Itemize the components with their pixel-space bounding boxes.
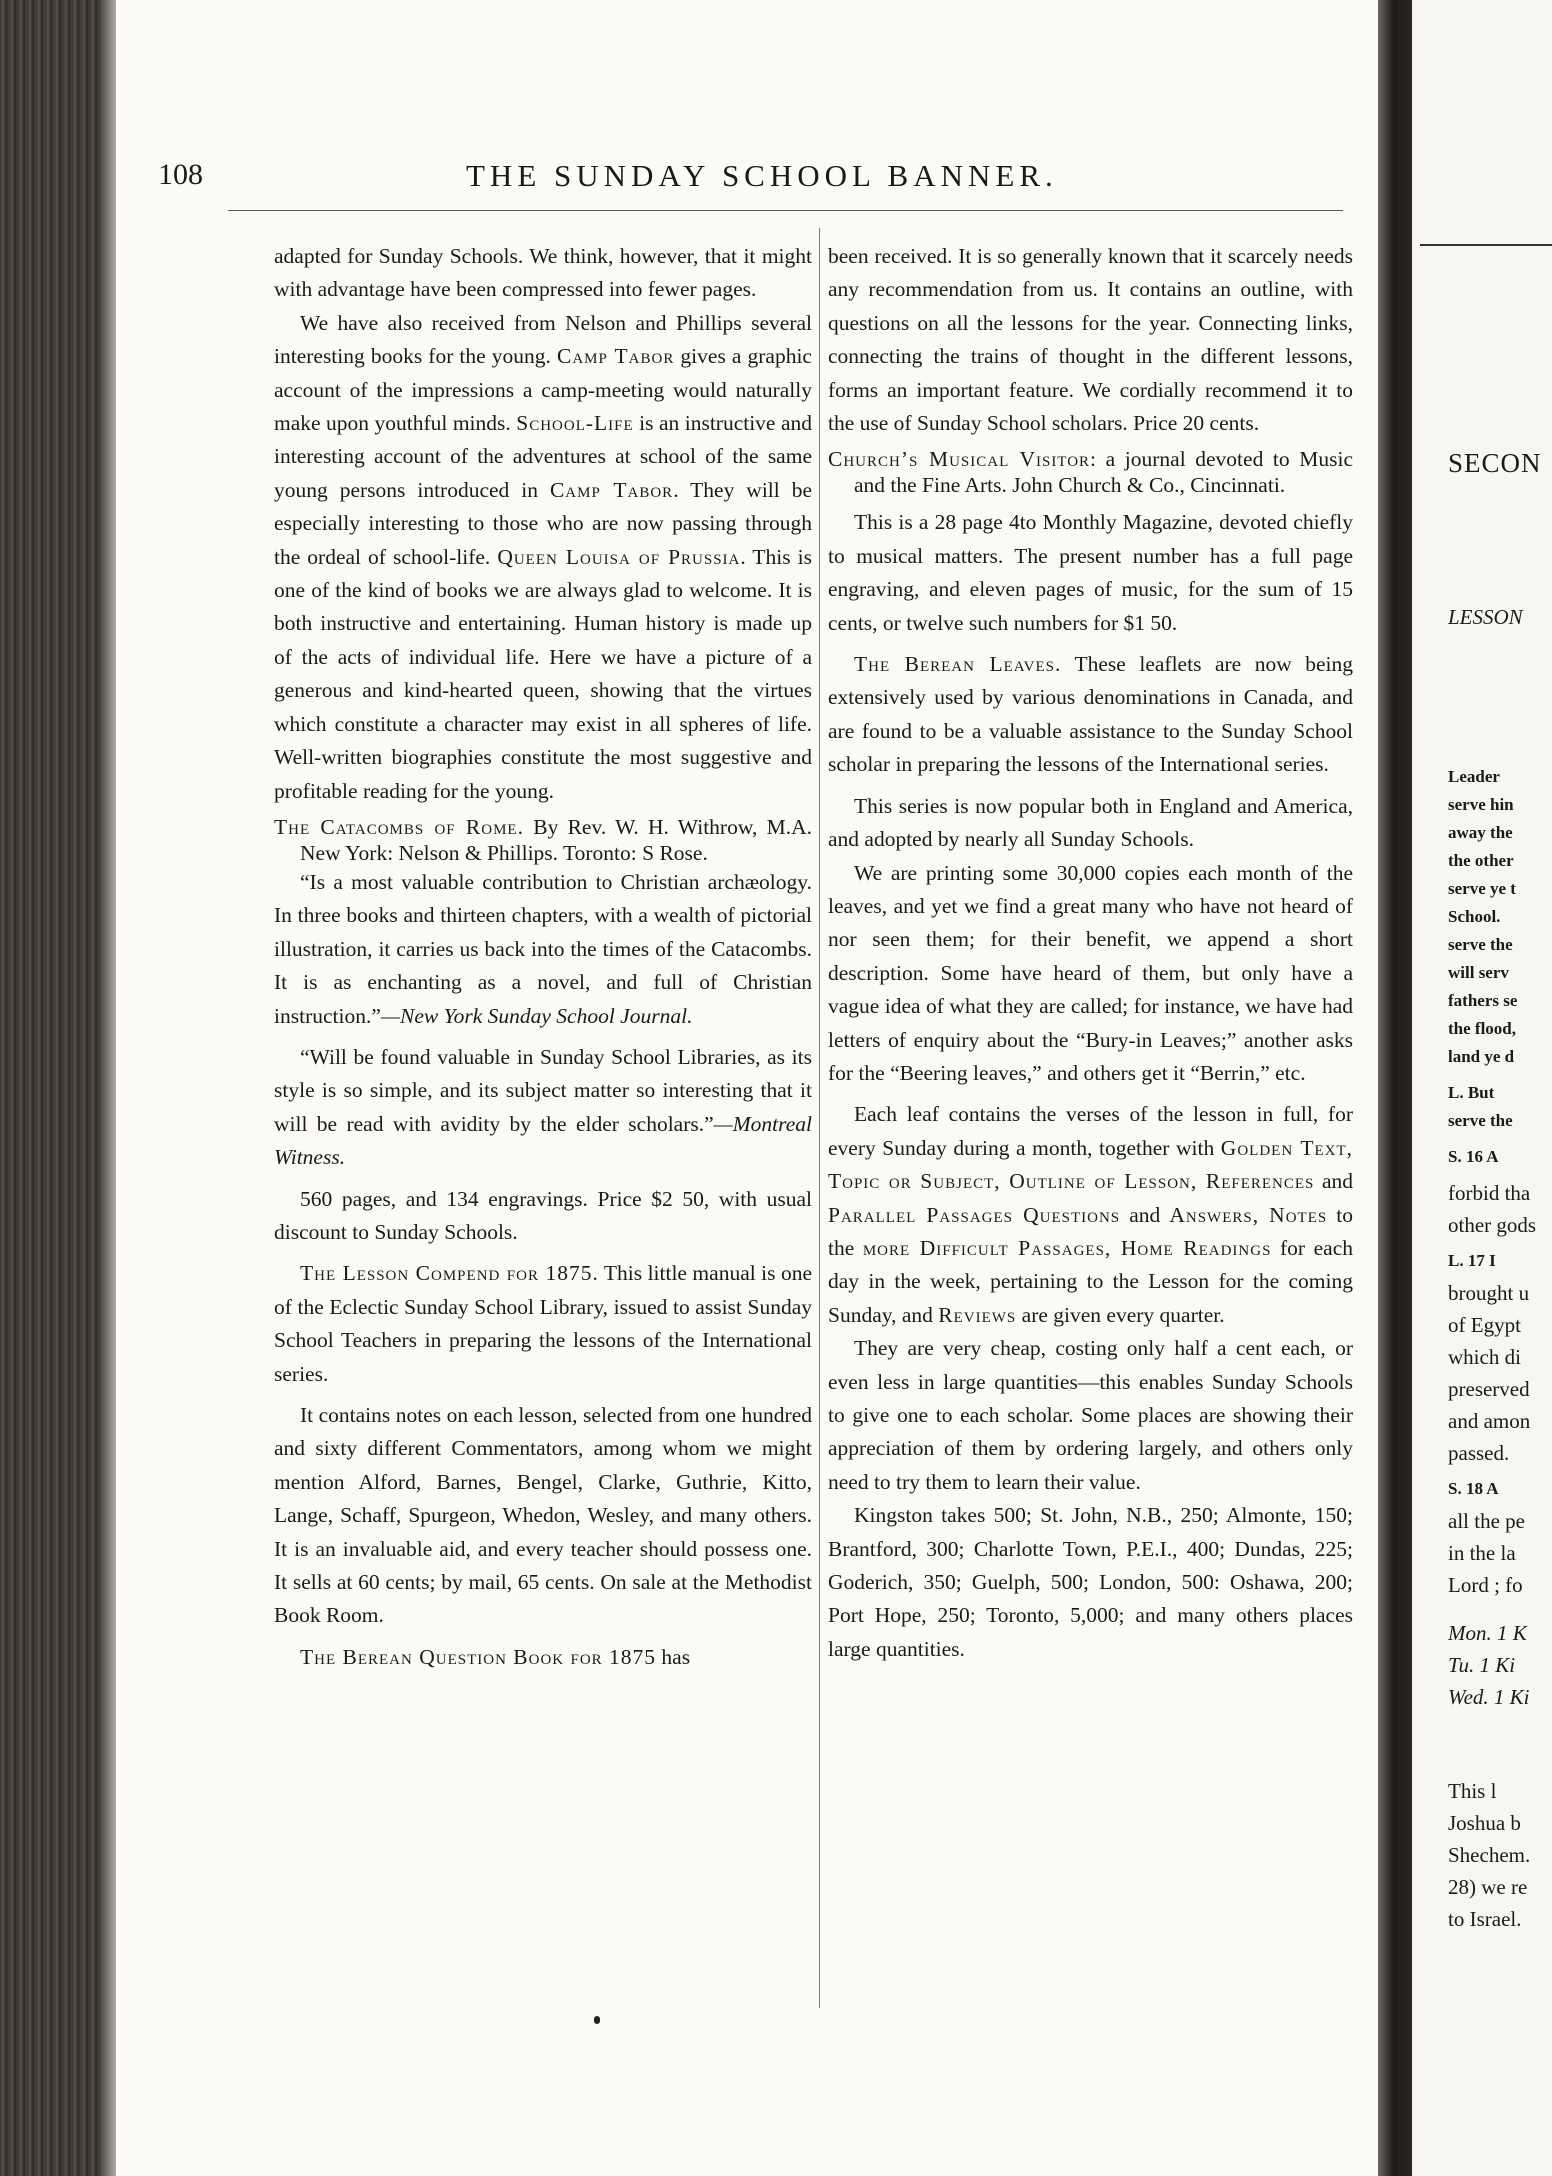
- book-title: Church’s Musical Visitor: [828, 447, 1091, 472]
- next-page-text-fragment: land ye d: [1448, 1047, 1515, 1066]
- next-page-text-fragment: which di: [1448, 1345, 1521, 1369]
- quote-source: —Montreal Witness.: [274, 1111, 812, 1170]
- quote-source: —New York Sunday School Journal.: [380, 1003, 693, 1028]
- next-page-text-fragment: L. 17 I: [1448, 1251, 1496, 1270]
- next-page-text-fragment: of Egypt: [1448, 1313, 1521, 1337]
- book-title: Camp Tabor: [549, 477, 674, 502]
- next-page-rule: [1420, 244, 1552, 246]
- paragraph: The Lesson Compend for 1875. This little manual is one of the Eclectic Sunday School Library, issued to assist Sunday School Teachers in preparing the lessons of the International series.: [274, 1261, 812, 1386]
- paragraph: This is a 28 page 4to Monthly Magazine, devoted chiefly to musical matters. The present number has a full page engraving, and eleven pages of music, for the sum of 15 cents, or twelve such numbers for $1 50.: [828, 510, 1353, 635]
- book-spine: [0, 0, 112, 2176]
- next-page-text-fragment: in the la: [1448, 1541, 1516, 1565]
- paragraph: The Berean Question Book for 1875 has: [300, 1644, 691, 1669]
- next-page-text-fragment: preserved: [1448, 1377, 1530, 1401]
- next-page-text-fragment: serve the: [1448, 1111, 1513, 1130]
- book-entry: Church’s Musical Visitor: a journal devoted to Music and the Fine Arts. John Church & Co., Cincinnati.: [828, 447, 1353, 498]
- next-page-text-fragment: Joshua b: [1448, 1811, 1521, 1835]
- book-title: Camp Tabor: [556, 344, 675, 369]
- paragraph: It contains notes on each lesson, selected from one hundred and sixty different Commentators, among whom we might mention Alford, Barnes, Bengel, Clarke, Guthrie, Kitto, Lange, Schaff, Spurgeon, Whedon, Wesley, and many others. It is an invaluable aid, and every teacher should possess one. It sells at 60 cents; by mail, 65 cents. On sale at the Methodist Book Room.: [274, 1403, 812, 1628]
- paragraph: adapted for Sunday Schools. We think, however, that it might with advantage have been compressed into fewer pages.: [274, 244, 812, 302]
- paragraph: The Berean Leaves. These leaflets are now being extensively used by various denominations in Canada, and are found to be a valuable assistance to the Sunday School scholar in preparing the lessons of the International series.: [828, 652, 1353, 777]
- next-page-edge: [1412, 0, 1552, 2176]
- next-page-text-fragment: brought u: [1448, 1281, 1530, 1305]
- paragraph: been received. It is so generally known that it scarcely needs any recommendation from us. It contains an outline, with questions on all the lessons for the year. Connecting links, connecting the trains of thought in the different lessons, forms an important feature. We cordially recommend it to the use of Sunday School scholars. Price 20 cents.: [828, 244, 1353, 436]
- next-page-text-fragment: L. But: [1448, 1083, 1495, 1102]
- next-page-text-fragment: to Israel.: [1448, 1907, 1522, 1931]
- paragraph: 560 pages, and 134 engravings. Price $2 50, with usual discount to Sunday Schools.: [274, 1186, 812, 1244]
- next-page-text-fragment: Tu. 1 Ki: [1448, 1653, 1516, 1677]
- next-page-text-fragment: other gods: [1448, 1213, 1537, 1237]
- page-number: 108: [158, 158, 203, 191]
- next-page-text-fragment: forbid tha: [1448, 1181, 1531, 1205]
- book-title: The Catacombs of Rome.: [274, 814, 524, 839]
- book-title: The Berean Leaves.: [854, 652, 1062, 677]
- next-page-text-fragment: Leader: [1448, 767, 1500, 786]
- column-divider: [819, 228, 820, 2008]
- next-page-text-fragment: This l: [1448, 1779, 1497, 1803]
- paragraph: They are very cheap, costing only half a cent each, or even less in large quantities—this enables Sunday Schools to give one to each scholar. Some places are showing their appreciation of them by ordering largely, and others only need to try them to learn their value.: [828, 1336, 1353, 1494]
- next-page-text-fragment: the flood,: [1448, 1019, 1516, 1038]
- paragraph: This series is now popular both in England and America, and adopted by nearly all Sunday Schools.: [828, 793, 1353, 852]
- header-rule: [228, 210, 1343, 211]
- book-title: School-Life: [516, 411, 634, 436]
- left-column: [274, 240, 812, 1674]
- next-page-text-fragment: and amon: [1448, 1409, 1531, 1433]
- book-title: Queen Louisa of Prussia: [497, 544, 741, 569]
- review-quote: “Will be found valuable in Sunday School Libraries, as its style is so simple, and its subject matter so interesting that it will be read with avidity by the elder scholars.”—Montreal Witness.: [274, 1044, 812, 1170]
- right-column: [828, 240, 1353, 1666]
- next-page-text-fragment: School.: [1448, 907, 1501, 926]
- next-page-text-fragment: 28) we re: [1448, 1875, 1528, 1899]
- book-gutter: [1378, 0, 1412, 2176]
- next-page-text-fragment: Lord ; fo: [1448, 1573, 1523, 1597]
- ink-dot: [594, 2016, 600, 2024]
- book-entry: The Catacombs of Rome. By Rev. W. H. Withrow, M.A. New York: Nelson & Phillips. Toronto: S Rose.: [274, 814, 812, 865]
- next-page-text-fragment: away the: [1448, 823, 1513, 842]
- book-title: The Lesson Compend for 1875.: [300, 1261, 599, 1286]
- next-page-text-fragment: S. 18 A: [1448, 1479, 1499, 1498]
- book-title: The Berean Question Book for 1875: [300, 1644, 657, 1669]
- next-page-text-fragment: serve hin: [1448, 795, 1514, 814]
- review-quote: “Is a most valuable contribution to Christian archæology. In three books and thirteen chapters, with a wealth of pictorial illustration, it carries us back into the times of the Catacombs. It is as enchanting as a novel, and full of Christian instruction.”—New York Sunday School Journal.: [274, 869, 812, 1028]
- next-page-text-fragment: Mon. 1 K: [1448, 1621, 1527, 1645]
- next-page-text-fragment: serve ye t: [1448, 879, 1516, 898]
- next-page-text-fragment: Wed. 1 Ki: [1448, 1685, 1530, 1709]
- next-page-text-fragment: S. 16 A: [1448, 1147, 1499, 1166]
- paragraph: We are printing some 30,000 copies each month of the leaves, and yet we find a great many who have not heard of nor seen them; for their benefit, we append a short description. Some have heard of them, but only have a vague idea of what they are called; for instance, we have had letters of enquiry about the “Bury-in Leaves;” another asks for the “Beering leaves,” and others get it “Berrin,” etc.: [828, 860, 1353, 1085]
- paragraph: Each leaf contains the verses of the lesson in full, for every Sunday during a month, together with Golden Text, Topic or Subject, Outline of Lesson, References and Parallel Passages Questions and Answers, Notes to the more Difficult Passages, Home Readings for each day in the week, pertaining to the Lesson for the coming Sunday, and Reviews are given every quarter.: [828, 1102, 1354, 1327]
- next-page-text-fragment: Shechem.: [1448, 1843, 1531, 1867]
- paragraph: Kingston takes 500; St. John, N.B., 250; Almonte, 150; Brantford, 300; Charlotte Town, P.E.I., 400; Dundas, 225; Goderich, 350; Guelph, 500; London, 500: Oshawa, 200; Port Hope, 250; Toronto, 5,000; and many others places large quantities.: [828, 1503, 1353, 1661]
- next-page-text-fragment: passed.: [1448, 1441, 1510, 1465]
- next-page-text-fragment: all the pe: [1448, 1509, 1525, 1533]
- paragraph: We have also received from Nelson and Phillips several interesting books for the young. Camp Tabor gives a graphic account of the impressions a camp-meeting would naturally make upon youthful minds. School-Life is an instructive and interesting account of the adventures at school of the same young persons introduced in Camp Tabor. They will be especially interesting to those who are now passing through the ordeal of school-life. Queen Louisa of Prussia. This is one of the kind of books we are always glad to welcome. It is both instructive and entertaining. Human history is made up of the acts of individual life. Here we have a picture of a generous and kind-hearted queen, showing that the virtues which constitute a character may exist in all spheres of life. Well-written biographies constitute the most suggestive and profitable reading for the young.: [274, 310, 812, 803]
- next-page-text-fragment: will serv: [1448, 963, 1509, 982]
- next-page-text-fragment: LESSON: [1448, 605, 1523, 629]
- next-page-text-fragment: serve the: [1448, 935, 1513, 954]
- next-page-text-fragment: the other: [1448, 851, 1514, 870]
- next-page-text-fragment: SECON: [1448, 448, 1542, 478]
- running-title: THE SUNDAY SCHOOL BANNER.: [466, 158, 1058, 193]
- next-page-text-fragment: fathers se: [1448, 991, 1518, 1010]
